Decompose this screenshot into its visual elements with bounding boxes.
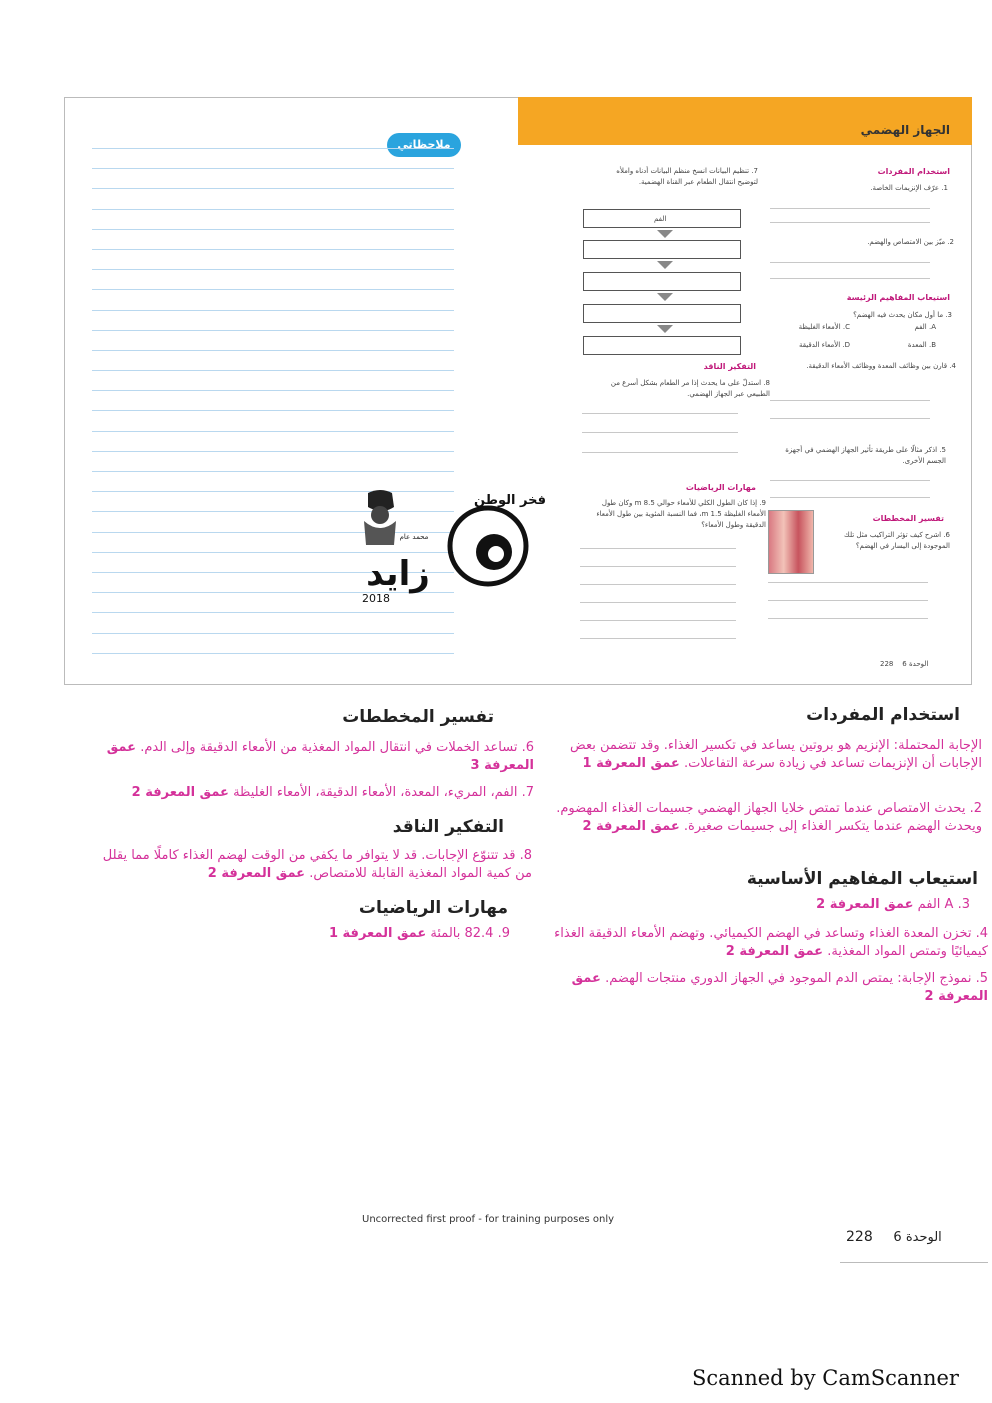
answer-line bbox=[580, 620, 736, 621]
answer-3 bbox=[570, 896, 970, 914]
answer-line bbox=[580, 638, 736, 639]
inner-q8: 8. استدلّ على ما يحدث إذا مر الطعام بشكل أسرع من الطبيعي عبر الجهاز الهضمي. bbox=[610, 379, 770, 398]
inner-q3: 3. ما أول مكان يحدث فيه الهضم؟ bbox=[853, 311, 952, 319]
answer-6-text: 6. تساعد الخملات في انتقال المواد المغذية من الأمعاء الدقيقة وإلى الدم. bbox=[140, 740, 534, 755]
critical-heading-text: التفكير الناقد bbox=[392, 817, 504, 837]
portrait-body bbox=[364, 521, 396, 545]
notes-badge: ملاحظاتي bbox=[387, 133, 461, 157]
page-header-bar bbox=[518, 97, 972, 145]
inner-q3-d: D. الأمعاء الدقيقة bbox=[798, 341, 850, 349]
answer-line bbox=[580, 566, 736, 567]
flow-arrow-icon bbox=[657, 293, 673, 301]
answer-9 bbox=[250, 925, 510, 943]
inner-page-number bbox=[880, 660, 928, 668]
answer-line bbox=[580, 602, 736, 603]
answer-line bbox=[582, 413, 738, 414]
answer-2-text: 2. يحدث الامتصاص عندما تمتص خلايا الجهاز الهضمي جسيمات الغذاء المهضوم. ويحدث الهضم عندما يتكسر الغذاء إلى جسيمات صغيرة. bbox=[556, 801, 982, 834]
critical-heading bbox=[393, 817, 504, 837]
stamp-core-hole bbox=[488, 546, 504, 562]
answer-line bbox=[770, 400, 930, 401]
answer-line bbox=[770, 418, 930, 419]
inner-q1: 1. عرّف الإنزيمات الخاصة. bbox=[870, 184, 948, 192]
inner-vocab-heading: استخدام المفردات bbox=[877, 167, 950, 176]
answer-9-dok: عمق المعرفة 1 bbox=[328, 926, 427, 941]
flow-box bbox=[583, 240, 741, 259]
answer-line bbox=[580, 548, 736, 549]
answer-2 bbox=[542, 800, 982, 836]
flow-box bbox=[583, 272, 741, 291]
flow-arrow-icon bbox=[657, 230, 673, 238]
answer-6-dok: عمق المعرفة 3 bbox=[106, 740, 534, 773]
diagrams-heading bbox=[342, 707, 494, 727]
inner-page-num: 228 bbox=[880, 660, 894, 668]
inner-q6: 6. اشرح كيف تؤثر التراكيب مثل تلك الموجودة إلى اليسار في الهضم؟ bbox=[844, 531, 950, 550]
inner-math-heading: مهارات الرياضيات bbox=[685, 483, 756, 492]
inner-q3-b: B. المعدة bbox=[907, 341, 936, 349]
answer-line bbox=[768, 600, 928, 601]
zayed-year: 2018 bbox=[362, 592, 390, 605]
portrait-face bbox=[371, 506, 389, 524]
answer-9-text: 9. 82.4 بالمئة bbox=[430, 926, 510, 941]
inner-q3-a: A. الفم bbox=[914, 323, 936, 331]
inner-concepts-heading: استيعاب المفاهيم الرئيسة bbox=[846, 293, 950, 302]
page-footer bbox=[846, 1229, 942, 1245]
footer-page-num: 228 bbox=[846, 1229, 873, 1245]
answer-line bbox=[582, 432, 738, 433]
villi-image bbox=[768, 510, 814, 574]
answer-line bbox=[768, 618, 928, 619]
proof-notice: Uncorrected first proof - for training purposes only bbox=[362, 1214, 615, 1225]
flow-arrow-icon bbox=[657, 325, 673, 333]
inner-q4: 4. قارن بين وظائف المعدة ووظائف الأمعاء الدقيقة. bbox=[806, 362, 956, 370]
vocab-heading bbox=[806, 705, 960, 725]
flow-first-label: الفم bbox=[654, 215, 667, 223]
answer-5 bbox=[538, 970, 988, 1006]
answer-6 bbox=[94, 739, 534, 775]
answer-4-text: 4. تخزن المعدة الغذاء وتساعد في الهضم الكيميائي. وتهضم الأمعاء الدقيقة الغذاء كيميائيًا وتمتص المواد المغذية. bbox=[554, 926, 988, 959]
math-heading-text: مهارات الرياضيات bbox=[358, 898, 508, 918]
diagrams-heading-text: تفسير المخططات bbox=[342, 707, 494, 727]
footer-unit: الوحدة 6 bbox=[893, 1230, 942, 1245]
inner-q7: 7. تنظيم البيانات انسخ منظم البيانات أدناه واملأه لتوضيح انتقال الطعام عبر القناة الهضمية. bbox=[616, 167, 758, 186]
answer-line bbox=[768, 582, 928, 583]
inner-q9: 9. إذا كان الطول الكلي للأمعاء حوالي 8.5 m وكان طول الأمعاء الغليظة 1.5 m، فما النسبة المئوية بين طول الأمعاء الدقيقة وطول الأمعاء؟ bbox=[596, 499, 766, 529]
answer-2-dok: عمق المعرفة 2 bbox=[582, 819, 680, 834]
math-heading bbox=[359, 898, 508, 918]
answer-1 bbox=[552, 737, 982, 773]
answer-line bbox=[770, 208, 930, 209]
answer-line bbox=[580, 584, 736, 585]
answer-7 bbox=[94, 784, 534, 802]
fakhr-stamp bbox=[440, 482, 550, 602]
answer-line bbox=[582, 452, 738, 453]
answer-7-dok: عمق المعرفة 2 bbox=[131, 785, 229, 800]
answer-8-dok: عمق المعرفة 2 bbox=[207, 866, 306, 881]
zayed-text: زايد bbox=[366, 554, 430, 594]
answer-1-text: الإجابة المحتملة: الإنزيم هو بروتين يساعد في تكسير الغذاء. وقد تتضمن بعض الإجابات أن الإنزيمات تساعد في زيادة سرعة التفاعلات. bbox=[570, 738, 982, 771]
scanner-watermark: Scanned by CamScanner bbox=[692, 1366, 959, 1390]
answer-line bbox=[770, 497, 930, 498]
answer-line bbox=[770, 480, 930, 481]
footer-rule bbox=[840, 1262, 988, 1263]
answer-4 bbox=[538, 925, 988, 961]
zayed-stamp bbox=[354, 485, 442, 605]
answer-line bbox=[770, 262, 930, 263]
answer-line bbox=[770, 222, 930, 223]
flow-box bbox=[583, 304, 741, 323]
answer-4-dok: عمق المعرفة 2 bbox=[725, 944, 824, 959]
zayed-small-text: محمد عام bbox=[399, 533, 429, 541]
vocab-heading-text: استخدام المفردات bbox=[806, 705, 960, 725]
answer-1-dok: عمق المعرفة 1 bbox=[582, 756, 680, 771]
flow-box bbox=[583, 336, 741, 355]
inner-q3-c: C. الأمعاء الغليظة bbox=[798, 323, 850, 331]
answer-7-text: 7. الفم، المريء، المعدة، الأمعاء الدقيقة، الأمعاء الغليظة bbox=[233, 785, 534, 800]
inner-critical-heading: التفكير الناقد bbox=[703, 362, 756, 371]
page-header-title: الجهاز الهضمي bbox=[860, 123, 950, 137]
inner-diagrams-heading: تفسير المخططات bbox=[872, 514, 944, 523]
flow-arrow-icon bbox=[657, 261, 673, 269]
answer-8 bbox=[82, 847, 532, 883]
answer-5-text: 5. نموذج الإجابة: يمتص الدم الموجود في الجهاز الدوري منتجات الهضم. bbox=[605, 971, 988, 986]
answer-8-text: 8. قد تتنوّع الإجابات. قد لا يتوافر ما يكفي من الوقت لهضم الغذاء كاملًا مما يقلل من كمية المواد المغذية القابلة للامتصاص. bbox=[102, 848, 532, 881]
inner-unit: الوحدة 6 bbox=[902, 660, 929, 668]
flow-box bbox=[583, 209, 741, 228]
inner-q2: 2. ميّز بين الامتصاص والهضم. bbox=[867, 238, 954, 246]
concepts-heading-text: استيعاب المفاهيم الأساسية bbox=[746, 869, 978, 889]
answer-3-text: 3. A الفم bbox=[917, 897, 970, 912]
answer-3-dok: عمق المعرفة 2 bbox=[816, 897, 914, 912]
concepts-heading bbox=[747, 869, 978, 889]
answer-line bbox=[770, 278, 930, 279]
fakhr-text: فخر الوطن bbox=[474, 493, 546, 508]
inner-q5: 5. اذكر مثالًا على طريقة تأثير الجهاز الهضمي في أجهزة الجسم الأخرى. bbox=[785, 446, 946, 465]
answer-5-dok: عمق المعرفة 2 bbox=[571, 971, 988, 1004]
